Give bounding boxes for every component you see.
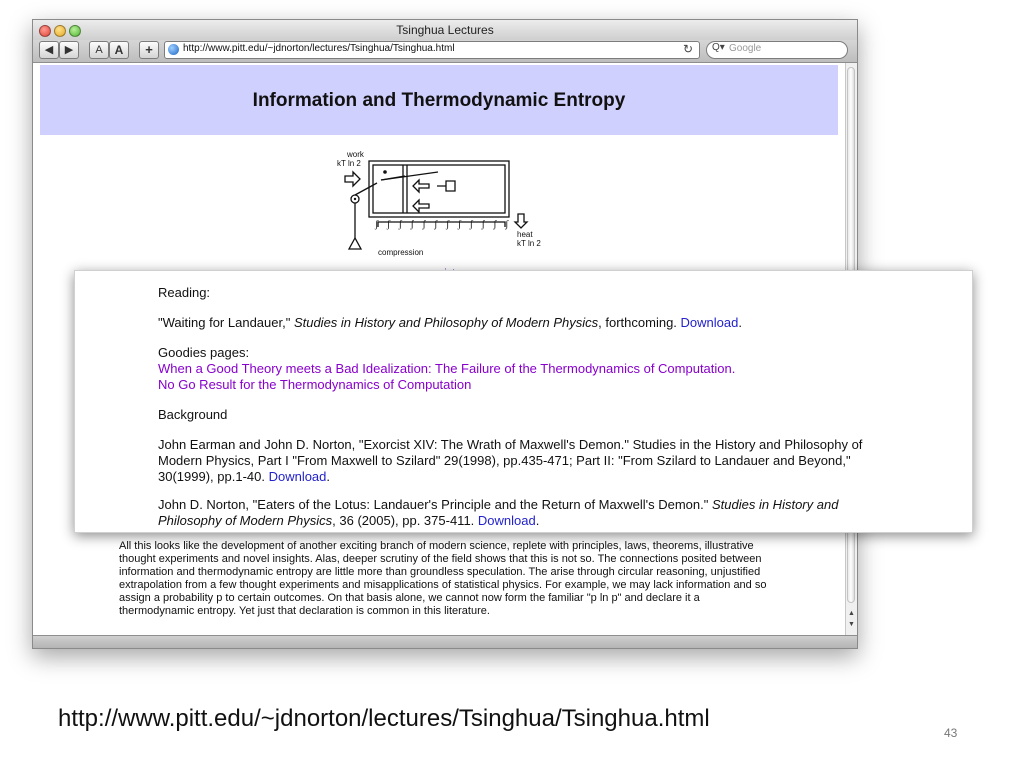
work-kt-label: kT ln 2 (337, 159, 361, 168)
address-url: http://www.pitt.edu/~jdnorton/lectures/Tsinghua/Tsinghua.html (183, 43, 455, 54)
text-smaller-button[interactable]: A (89, 41, 109, 59)
svg-text:ʃ ʃ ʃ ʃ ʃ ʃ ʃ ʃ ʃ ʃ ʃ ʃ: ʃ ʃ ʃ ʃ ʃ ʃ ʃ ʃ ʃ ʃ ʃ ʃ (375, 219, 512, 230)
address-bar[interactable] (164, 41, 700, 59)
search-icon: Q▾ (712, 42, 725, 53)
background-heading: Background (158, 407, 228, 422)
reload-icon[interactable]: ↻ (682, 42, 693, 56)
scroll-down-icon[interactable]: ▼ (848, 621, 855, 628)
heat-label: heat (517, 230, 533, 239)
title-bar (33, 20, 857, 40)
slide-number: 43 (944, 726, 958, 740)
background-item: John Earman and John D. Norton, "Exorcist XIV: The Wrath of Maxwell's Demon." Studies in the History and Philosophy of Modern Physics, Part I "From Maxwell to Szilard" 29(1998), pp.435-471; Part II: "From Szilard to Landauer and Beyond," 30(1999), pp.1-40. Download. (158, 437, 863, 484)
forward-arrow-icon: ▶ (64, 44, 74, 56)
search-placeholder: Google (729, 43, 762, 54)
browser-toolbar (33, 40, 857, 63)
add-bookmark-button[interactable]: + (139, 41, 159, 59)
page-header (40, 65, 838, 135)
zoom-callout-panel (74, 270, 973, 533)
scroll-up-icon[interactable]: ▲ (848, 610, 855, 617)
back-arrow-icon: ◀ (44, 44, 54, 56)
window-title: Tsinghua Lectures (396, 23, 494, 37)
reading-heading: Reading: (158, 285, 211, 300)
reading-item: "Waiting for Landauer," Studies in History and Philosophy of Modern Physics, forthcoming. Download. (158, 315, 742, 330)
body-paragraph: All this looks like the development of another exciting branch of modern science, replete with principles, laws, theorems, illustrative thought experiments and novel insights. Alas, deeper scrutiny of the field shows that this is not so. The connections posited between information and thermodynamic entropy are little more than groundless speculation. The arise through circular reasoning, unjustified extrapolation from a few thought experiments and misapplications of statistical physics. For example, we may lack information and so assign a probability p to certain outcomes. On that basis alone, we cannot now form the familiar "p ln p" and declare it a thermodynamic entropy. Yet just that declaration is common in this literature. (119, 540, 767, 617)
search-field[interactable] (706, 41, 848, 59)
compression-label: compression (378, 248, 424, 257)
back-button[interactable] (39, 41, 59, 59)
globe-icon (168, 44, 179, 55)
status-bar (33, 635, 857, 648)
download-link[interactable]: Download (680, 315, 739, 330)
slide-caption-url: http://www.pitt.edu/~jdnorton/lectures/Tsinghua/Tsinghua.html (58, 705, 710, 732)
heat-kt-label: kT ln 2 (517, 239, 541, 248)
background-item: John D. Norton, "Eaters of the Lotus: Landauer's Principle and the Return of Maxwell's Demon." Studies in History and Philosophy of Modern Physics, 36 (2005), pp. 375-411. Download. (158, 497, 839, 528)
download-link[interactable]: Download (268, 469, 327, 484)
goodies-link-no-go[interactable]: No Go Result for the Thermodynamics of Computation (158, 377, 472, 392)
text-bigger-button[interactable]: A (109, 41, 129, 59)
szilard-engine-diagram (333, 148, 573, 268)
work-label: work (347, 150, 364, 159)
reading-list (158, 285, 878, 529)
goodies-link-bad-idealization[interactable]: When a Good Theory meets a Bad Idealization: The Failure of the Thermodynamics of Computation. (158, 361, 736, 376)
goodies-heading: Goodies pages: (158, 345, 250, 360)
forward-button[interactable] (59, 41, 79, 59)
download-link[interactable]: Download (477, 513, 536, 528)
page-title: Information and Thermodynamic Entropy (252, 90, 626, 111)
